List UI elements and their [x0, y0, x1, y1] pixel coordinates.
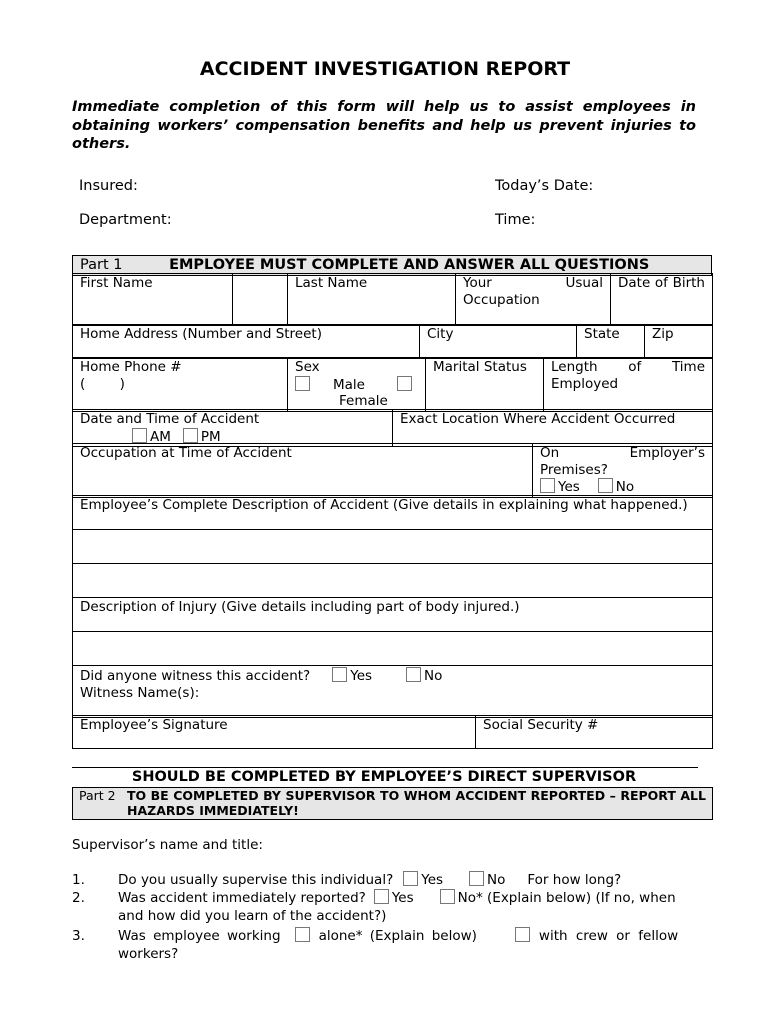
- pm-label: PM: [200, 428, 221, 445]
- accident-description-line-2[interactable]: [73, 530, 713, 564]
- premises-yes-label: Yes: [558, 479, 580, 495]
- premises-yes-checkbox[interactable]: [540, 478, 555, 493]
- question-3-text: Was employee working: [118, 928, 281, 944]
- ssn-field[interactable]: [476, 716, 713, 749]
- date-of-birth-field[interactable]: [611, 274, 713, 326]
- length-employed-label: Length of Time Employed: [551, 359, 705, 392]
- state-field[interactable]: [577, 325, 645, 359]
- home-address-label: Home Address (Number and Street): [80, 326, 322, 342]
- question-3-number: 3.: [72, 928, 85, 944]
- occupation-row: [72, 443, 713, 498]
- section-divider: [72, 767, 698, 768]
- ssn-label: Social Security #: [483, 717, 599, 733]
- part2-heading: TO BE COMPLETED BY SUPERVISOR TO WHOM ACCIDENT REPORTED – REPORT ALL HAZARDS IMMEDIATELY!: [127, 788, 706, 818]
- page-title: ACCIDENT INVESTIGATION REPORT: [199, 58, 571, 80]
- q2-yes-label: Yes: [391, 890, 414, 906]
- injury-description-line-2[interactable]: [73, 632, 713, 666]
- state-label: State: [584, 326, 620, 342]
- home-phone-label: Home Phone #: [80, 359, 182, 375]
- question-1-text: Do you usually supervise this individual?: [118, 872, 394, 888]
- q1-yes-checkbox[interactable]: [403, 871, 418, 886]
- female-checkbox[interactable]: [397, 376, 412, 391]
- question-1-number: 1.: [72, 872, 85, 888]
- date-of-birth-label: Date of Birth: [618, 275, 705, 291]
- first-name-label: First Name: [80, 275, 153, 291]
- q2-no-checkbox[interactable]: [440, 889, 455, 904]
- q3-alone-checkbox[interactable]: [295, 927, 310, 942]
- phone-area-code: ( ): [80, 375, 125, 392]
- last-name-label: Last Name: [295, 275, 368, 291]
- q3-crew-checkbox[interactable]: [515, 927, 530, 942]
- date-time-accident-field[interactable]: [73, 410, 393, 447]
- question-2: [72, 889, 676, 908]
- q3-crew-label: with crew or fellow: [538, 928, 679, 944]
- am-label: AM: [150, 428, 171, 445]
- todays-date-label: Today’s Date:: [495, 178, 594, 194]
- usual-occupation-label: Your Usual Occupation: [463, 275, 603, 308]
- on-premises-label: On Employer’s Premises?: [540, 445, 705, 478]
- witness-field: [73, 666, 713, 718]
- premises-no-checkbox[interactable]: [598, 478, 613, 493]
- q2-no-label: No* (Explain below) (If no, when: [457, 890, 676, 906]
- personal-row: [72, 357, 713, 412]
- length-employed-field[interactable]: [544, 358, 713, 412]
- employee-signature-label: Employee’s Signature: [80, 717, 228, 733]
- sex-label: Sex: [295, 359, 320, 375]
- intro-text: Immediate completion of this form will help us to assist employees in obtaining workers’ compensation benefits and help us prevent injuries to others.: [72, 99, 696, 152]
- zip-field[interactable]: [645, 325, 713, 359]
- accident-description-field[interactable]: [73, 496, 713, 530]
- accident-description-line-3[interactable]: [73, 564, 713, 598]
- date-time-accident-label: Date and Time of Accident: [80, 411, 260, 427]
- first-name-field[interactable]: [73, 274, 233, 326]
- exact-location-field[interactable]: [393, 410, 713, 447]
- part2-section-title: SHOULD BE COMPLETED BY EMPLOYEE’S DIRECT SUPERVISOR: [131, 769, 637, 785]
- occupation-at-time-field[interactable]: [73, 444, 533, 498]
- time-label: Time:: [495, 212, 536, 228]
- part2-header: [72, 787, 713, 820]
- injury-description-label: Description of Injury (Give details including part of body injured.): [80, 599, 520, 615]
- usual-occupation-field[interactable]: [456, 274, 611, 326]
- exact-location-label: Exact Location Where Accident Occurred: [400, 411, 676, 427]
- marital-status-field[interactable]: [426, 358, 544, 412]
- zip-label: Zip: [652, 326, 674, 342]
- am-checkbox[interactable]: [132, 428, 147, 443]
- insured-label: Insured:: [79, 178, 138, 194]
- signature-row: [72, 715, 713, 749]
- sex-field: [288, 358, 426, 412]
- marital-status-label: Marital Status: [433, 359, 527, 375]
- q1-no-checkbox[interactable]: [469, 871, 484, 886]
- q2-yes-checkbox[interactable]: [374, 889, 389, 904]
- department-label: Department:: [79, 212, 172, 228]
- witness-yes-checkbox[interactable]: [332, 667, 347, 682]
- witness-yes-label: Yes: [350, 668, 373, 684]
- witness-no-checkbox[interactable]: [406, 667, 421, 682]
- q1-yes-label: Yes: [421, 872, 444, 888]
- q1-how-long-label: For how long?: [527, 872, 622, 888]
- question-2-number: 2.: [72, 890, 85, 906]
- witness-names-label: Witness Name(s):: [80, 684, 200, 701]
- female-label: Female: [339, 393, 388, 409]
- accident-time-row: [72, 409, 713, 447]
- part1-label: Part 1: [80, 257, 123, 273]
- male-label: Male: [333, 376, 365, 393]
- accident-description-label: Employee’s Complete Description of Accident (Give details in explaining what happened.): [80, 497, 688, 513]
- premises-no-label: No: [615, 479, 635, 495]
- on-premises-field: [533, 444, 713, 498]
- question-1: [72, 871, 621, 890]
- witness-no-label: No: [424, 668, 443, 684]
- address-row: [72, 324, 713, 359]
- middle-initial-field[interactable]: [233, 274, 288, 326]
- question-2-continued: and how did you learn of the accident?): [118, 908, 387, 924]
- q1-no-label: No: [487, 872, 506, 888]
- city-field[interactable]: [420, 325, 577, 359]
- male-checkbox[interactable]: [295, 376, 310, 391]
- description-block: [72, 495, 713, 718]
- part1-heading: EMPLOYEE MUST COMPLETE AND ANSWER ALL QUESTIONS: [169, 257, 650, 273]
- pm-checkbox[interactable]: [183, 428, 198, 443]
- city-label: City: [427, 326, 454, 342]
- last-name-field[interactable]: [288, 274, 456, 326]
- occupation-at-time-label: Occupation at Time of Accident: [80, 445, 292, 461]
- home-address-field[interactable]: [73, 325, 420, 359]
- question-2-text: Was accident immediately reported?: [118, 890, 366, 906]
- q3-alone-label: alone* (Explain below): [318, 928, 477, 944]
- witness-question: Did anyone witness this accident?: [80, 668, 311, 684]
- part2-label: Part 2: [79, 788, 116, 803]
- question-3: [72, 927, 678, 946]
- injury-description-field[interactable]: [73, 598, 713, 632]
- question-3-continued: workers?: [118, 946, 179, 962]
- employee-signature-field[interactable]: [73, 716, 476, 749]
- home-phone-field[interactable]: [73, 358, 288, 412]
- name-row: [72, 273, 713, 326]
- supervisor-name-label: Supervisor’s name and title:: [72, 837, 263, 853]
